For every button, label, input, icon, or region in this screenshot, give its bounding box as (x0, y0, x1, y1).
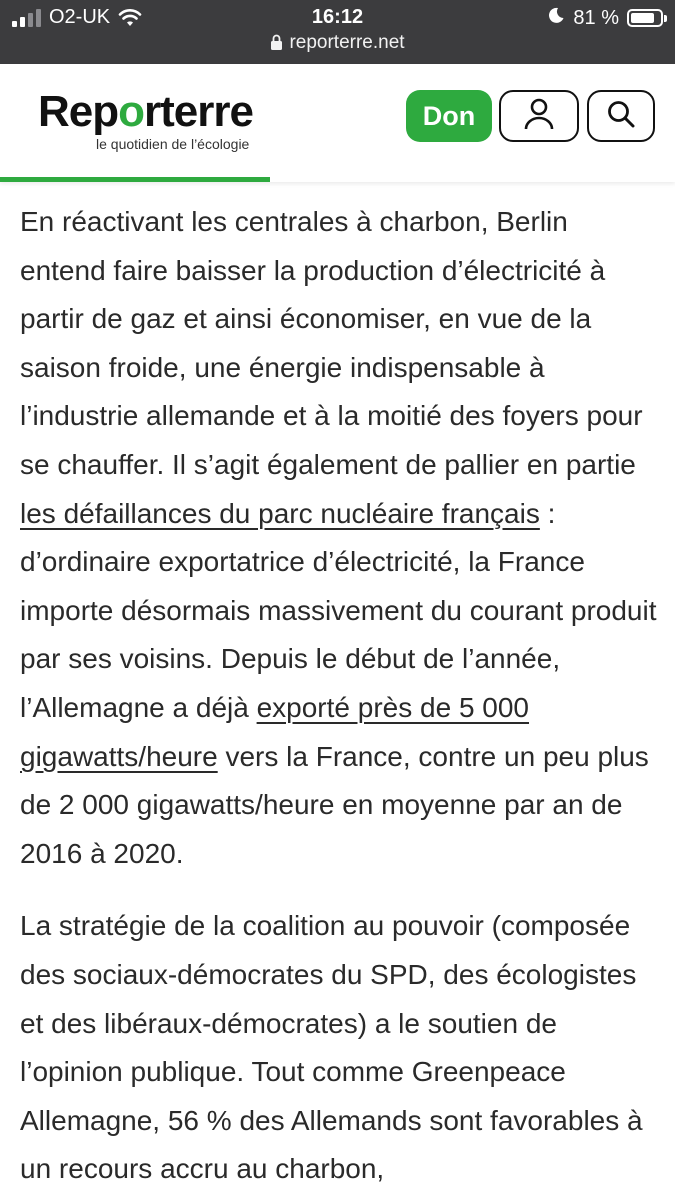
donate-button[interactable]: Don (406, 90, 492, 142)
search-button[interactable] (587, 90, 655, 142)
link-defaillances-nucleaire[interactable]: les défaillances du parc nucléaire français (20, 497, 540, 529)
logo-wordmark: Reporterre (38, 87, 253, 136)
battery-icon (627, 9, 663, 27)
user-icon (523, 97, 555, 136)
article-paragraph: En réactivant les centrales à charbon, Berlin entend faire baisser la production d’électricité à partir de gaz et ainsi économiser, en vue de la saison froide, une énergie indispensable à l’industrie allemande et à la moitié des foyers pour se chauffer. Il s’agit également de pallier en partie les défaillances du parc nucléaire français : d’ordinaire exportatrice d’électricité, la France importe désormais massivement du courant produit par ses voisins. Depuis le début de l’année, l’Allemagne a déjà exporté près de 5 000 gigawatts/heure vers la France, contre un peu plus de 2 000 gigawatts/heure en moyenne par an de 2016 à 2020. (20, 206, 657, 869)
article-body (20, 198, 660, 1200)
link-exporte-gigawatts[interactable]: exporté près de 5 000 gigawatts/heure (20, 691, 530, 772)
carrier-label: O2-UK (49, 6, 111, 28)
search-icon (606, 99, 636, 134)
site-header (0, 64, 675, 182)
site-logo[interactable] (38, 87, 253, 152)
status-bar (0, 0, 675, 64)
account-button[interactable] (499, 90, 579, 142)
url-text: reporterre.net (289, 32, 405, 53)
moon-icon (547, 6, 565, 30)
address-bar[interactable] (0, 32, 675, 56)
battery-percent: 81 % (573, 6, 619, 29)
logo-tagline: le quotidien de l’écologie (96, 136, 250, 152)
clock: 16:12 (311, 6, 364, 28)
status-right (547, 6, 663, 30)
article-paragraph: La stratégie de la coalition au pouvoir (composée des sociaux-démocrates du SPD, des écologistes et des libéraux-démocrates) a le soutien de l’opinion publique. Tout comme Greenpeace Allemagne, 56 % des Allemands sont favorables à un recours accru au charbon, (20, 910, 643, 1185)
reading-progress-bar (0, 177, 270, 182)
lock-icon (270, 34, 283, 56)
